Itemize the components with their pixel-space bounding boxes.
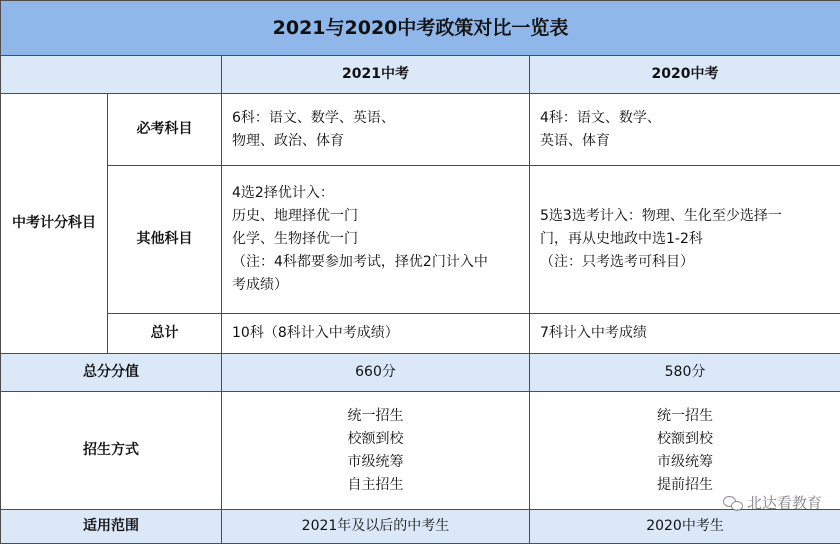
label-total: 总计 bbox=[108, 314, 222, 354]
row-total-score bbox=[1, 354, 840, 392]
text-line: （注：只考选考可科目） bbox=[540, 251, 830, 274]
text-line: 校额到校 bbox=[232, 428, 519, 451]
cell-score-2020: 580分 bbox=[530, 354, 840, 392]
header-corner-cell bbox=[1, 56, 222, 94]
text-line: 市级统筹 bbox=[540, 451, 830, 474]
text-line: 5选3选考计入：物理、生化至少选择一 bbox=[540, 205, 830, 228]
cell-scope-2021: 2021年及以后的中考生 bbox=[222, 510, 530, 544]
row-scope bbox=[1, 510, 840, 544]
wechat-icon bbox=[723, 495, 743, 511]
header-2020: 2020中考 bbox=[530, 56, 840, 94]
cell-scope-2020: 2020中考生 bbox=[530, 510, 840, 544]
row-required-subjects bbox=[1, 94, 840, 166]
text-line: 化学、生物择优一门 bbox=[232, 228, 519, 251]
text-line: 门，再从史地政中选1-2科 bbox=[540, 228, 830, 251]
row-other-subjects bbox=[1, 166, 840, 314]
cell-required-2020 bbox=[530, 94, 840, 166]
text-line: （注：4科都要参加考试，择优2门计入中 bbox=[232, 251, 519, 274]
row-admission bbox=[1, 392, 840, 510]
header-row bbox=[1, 56, 840, 94]
watermark bbox=[723, 492, 822, 513]
label-required-subjects: 必考科目 bbox=[108, 94, 222, 166]
title-row bbox=[1, 1, 840, 56]
cell-score-2021: 660分 bbox=[222, 354, 530, 392]
text-line: 6科：语文、数学、英语、 bbox=[232, 107, 519, 130]
text-line: 4科：语文、数学、 bbox=[540, 107, 830, 130]
label-admission: 招生方式 bbox=[1, 392, 222, 510]
label-other-subjects: 其他科目 bbox=[108, 166, 222, 314]
cell-total-2020: 7科计入中考成绩 bbox=[530, 314, 840, 354]
text-line: 统一招生 bbox=[232, 405, 519, 428]
label-scope: 适用范围 bbox=[1, 510, 222, 544]
text-line: 考成绩） bbox=[232, 274, 519, 297]
row-total bbox=[1, 314, 840, 354]
text-line: 提前招生 bbox=[540, 474, 830, 497]
header-2021: 2021中考 bbox=[222, 56, 530, 94]
label-total-score: 总分分值 bbox=[1, 354, 222, 392]
group-label-scoring-subjects: 中考计分科目 bbox=[1, 94, 108, 354]
table-title: 2021与2020中考政策对比一览表 bbox=[1, 1, 840, 56]
text-line: 4选2择优计入： bbox=[232, 182, 519, 205]
cell-other-2020 bbox=[530, 166, 840, 314]
cell-required-2021 bbox=[222, 94, 530, 166]
text-line: 英语、体育 bbox=[540, 130, 830, 153]
cell-other-2021 bbox=[222, 166, 530, 314]
watermark-text: 北达看教育 bbox=[747, 492, 822, 513]
cell-admission-2021 bbox=[222, 392, 530, 510]
text-line: 自主招生 bbox=[232, 474, 519, 497]
cell-total-2021: 10科（8科计入中考成绩） bbox=[222, 314, 530, 354]
text-line: 历史、地理择优一门 bbox=[232, 205, 519, 228]
text-line: 校额到校 bbox=[540, 428, 830, 451]
text-line: 统一招生 bbox=[540, 405, 830, 428]
text-line: 物理、政治、体育 bbox=[232, 130, 519, 153]
text-line: 市级统筹 bbox=[232, 451, 519, 474]
